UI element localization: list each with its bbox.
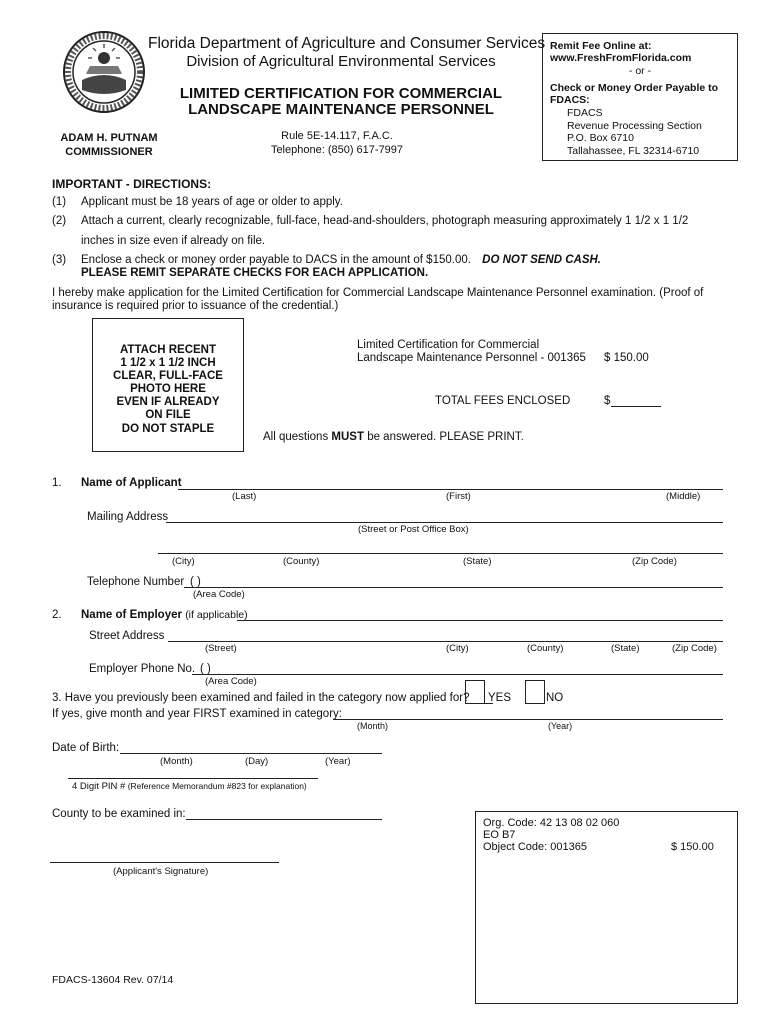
- q1-number: 1.: [52, 477, 62, 489]
- street-address-label: Street Address: [89, 630, 165, 642]
- total-fees-dollar: $: [604, 395, 611, 407]
- telephone: Telephone: (850) 617-7997: [270, 144, 404, 156]
- answer-notice-pre: All questions: [263, 431, 332, 443]
- telephone-number-field[interactable]: [184, 587, 723, 588]
- exam-year-caption: (Year): [548, 721, 573, 731]
- fee-item-line1: Limited Certification for Commercial: [357, 339, 540, 351]
- employer-phone-label: Employer Phone No.: [89, 663, 196, 675]
- direction-1-text: Applicant must be 18 years of age or older to apply.: [81, 196, 343, 208]
- name-last-caption: (Last): [232, 491, 257, 502]
- q2-note: (if applicable): [185, 609, 248, 621]
- photo-instruction-3: CLEAR, FULL-FACE: [113, 370, 223, 382]
- name-middle-caption: (Middle): [666, 491, 701, 502]
- fee-item-amount: $ 150.00: [604, 352, 649, 364]
- q2-label-wrap: [81, 609, 248, 621]
- form-title-line2: LANDSCAPE MAINTENANCE PERSONNEL: [188, 101, 494, 118]
- direction-3-emphasis: DO NOT SEND CASH.: [482, 254, 601, 266]
- employer-name-field[interactable]: [237, 620, 723, 621]
- photo-instruction-1: ATTACH RECENT: [119, 344, 217, 356]
- remit-address-1: FDACS: [567, 107, 603, 119]
- name-first-caption: (First): [446, 491, 471, 502]
- employer-city-caption: (City): [446, 643, 469, 654]
- area-code-caption: (Area Code): [193, 589, 245, 600]
- org-code: Org. Code: 42 13 08 02 060: [483, 817, 620, 829]
- signature-caption: (Applicant's Signature): [113, 866, 209, 877]
- q2-label: Name of Employer: [81, 609, 182, 621]
- yes-label: YES: [488, 692, 512, 704]
- remit-check-line1: Check or Money Order Payable to: [550, 82, 719, 94]
- county-caption: (County): [283, 556, 320, 567]
- pin-label: 4 Digit PIN #: [72, 781, 126, 792]
- signature-field[interactable]: [50, 862, 279, 863]
- direction-2-text-cont: inches in size even if already on file.: [81, 235, 266, 247]
- direction-2-text: Attach a current, clearly recognizable, full-face, head-and-shoulders, photograph measuring approximately 1 1/2 x 1 1/2: [81, 215, 689, 227]
- remit-check-line2: FDACS:: [550, 94, 590, 106]
- direction-3-num: (3): [52, 254, 67, 266]
- employer-zip-caption: (Zip Code): [672, 643, 717, 654]
- q3-followup: If yes, give month and year FIRST examined in category:: [52, 708, 342, 720]
- department-name: Florida Department of Agriculture and Consumer Services: [148, 35, 546, 52]
- fee-item-line2: Landscape Maintenance Personnel - 001365: [357, 352, 586, 364]
- answer-notice-must: MUST: [331, 431, 364, 443]
- first-exam-date-field[interactable]: [333, 719, 723, 720]
- remit-or: - or -: [628, 65, 652, 77]
- employer-area-code-caption: (Area Code): [205, 676, 257, 687]
- pin-note: (Reference Memorandum #823 for explanation): [125, 781, 307, 791]
- no-checkbox[interactable]: [525, 680, 545, 704]
- remit-address-3: P.O. Box 6710: [567, 132, 634, 144]
- dob-year-caption: (Year): [325, 756, 351, 767]
- remit-online-label: Remit Fee Online at:: [550, 40, 652, 52]
- employer-phone-parens: ( ): [200, 663, 211, 675]
- employer-street-caption: (Street): [205, 643, 237, 654]
- photo-instruction-2: 1 1/2 x 1 1/2 INCH: [120, 357, 216, 369]
- employer-state-caption: (State): [611, 643, 640, 654]
- dob-month-caption: (Month): [160, 756, 193, 767]
- mailing-address-field[interactable]: [166, 522, 723, 523]
- remit-online-url[interactable]: www.FreshFromFlorida.com: [550, 52, 692, 64]
- mailing-address-label: Mailing Address: [87, 511, 169, 523]
- answer-all-notice: [263, 431, 524, 443]
- county-exam-label: County to be examined in:: [52, 808, 186, 820]
- employer-address-field[interactable]: [168, 641, 723, 642]
- photo-instruction-7: DO NOT STAPLE: [121, 423, 215, 435]
- photo-instruction-4: PHOTO HERE: [130, 383, 206, 395]
- dob-label: Date of Birth:: [52, 742, 120, 754]
- office-amount: $ 150.00: [671, 841, 714, 853]
- q2-number: 2.: [52, 609, 62, 621]
- directions-heading: IMPORTANT - DIRECTIONS:: [52, 177, 212, 191]
- q3-text: 3. Have you previously been examined and failed in the category now applied for?: [52, 692, 470, 704]
- applicant-name-field[interactable]: [178, 489, 723, 490]
- state-caption: (State): [463, 556, 492, 567]
- form-number: FDACS-13604 Rev. 07/14: [52, 974, 174, 986]
- city-caption: (City): [172, 556, 195, 567]
- employer-county-caption: (County): [527, 643, 564, 654]
- pin-field[interactable]: [68, 778, 318, 779]
- direction-3-separate-checks: PLEASE REMIT SEPARATE CHECKS FOR EACH APPLICATION.: [81, 267, 429, 279]
- direction-1-num: (1): [52, 196, 67, 208]
- eo-code: EO B7: [483, 829, 516, 841]
- dob-field[interactable]: [120, 753, 382, 754]
- remit-address-4: Tallahassee, FL 32314-6710: [567, 145, 700, 157]
- direction-2-num: (2): [52, 215, 67, 227]
- direction-3-text: [81, 254, 601, 266]
- division-name: Division of Agricultural Environmental Services: [186, 53, 496, 70]
- pin-caption: [72, 781, 307, 792]
- telephone-parens: ( ): [190, 576, 201, 588]
- q1-label: Name of Applicant: [81, 477, 182, 489]
- city-county-state-zip-field[interactable]: [158, 553, 723, 554]
- application-statement-2: insurance is required prior to issuance of the credential.): [52, 300, 339, 312]
- dob-day-caption: (Day): [245, 756, 269, 767]
- answer-notice-post: be answered. PLEASE PRINT.: [364, 431, 524, 443]
- total-fees-field[interactable]: [611, 406, 661, 407]
- commissioner-title: COMMISSIONER: [65, 146, 153, 158]
- exam-month-caption: (Month): [357, 721, 389, 731]
- telephone-number-label: Telephone Number: [87, 576, 185, 588]
- yes-checkbox[interactable]: [465, 680, 485, 704]
- form-title-line1: LIMITED CERTIFICATION FOR COMMERCIAL: [179, 85, 503, 102]
- county-exam-field[interactable]: [186, 819, 382, 820]
- object-code: Object Code: 001365: [483, 841, 587, 853]
- mailing-address-caption: (Street or Post Office Box): [358, 524, 469, 535]
- photo-instruction-5: EVEN IF ALREADY: [116, 396, 220, 408]
- no-label: NO: [546, 692, 564, 704]
- department-seal: [62, 30, 146, 114]
- zip-caption: (Zip Code): [632, 556, 677, 567]
- photo-instruction-6: ON FILE: [145, 409, 191, 421]
- direction-3-main: Enclose a check or money order payable to DACS in the amount of $150.00.: [81, 254, 471, 266]
- remit-address-2: Revenue Processing Section: [567, 120, 702, 132]
- total-fees-label: TOTAL FEES ENCLOSED: [435, 395, 571, 407]
- application-statement-1: I hereby make application for the Limited Certification for Commercial Landscape Maintenance Personnel examination. (Proof of: [52, 287, 704, 299]
- commissioner-name: ADAM H. PUTNAM: [60, 132, 158, 144]
- rule-reference: Rule 5E-14.117, F.A.C.: [281, 130, 393, 142]
- employer-phone-field[interactable]: [192, 674, 723, 675]
